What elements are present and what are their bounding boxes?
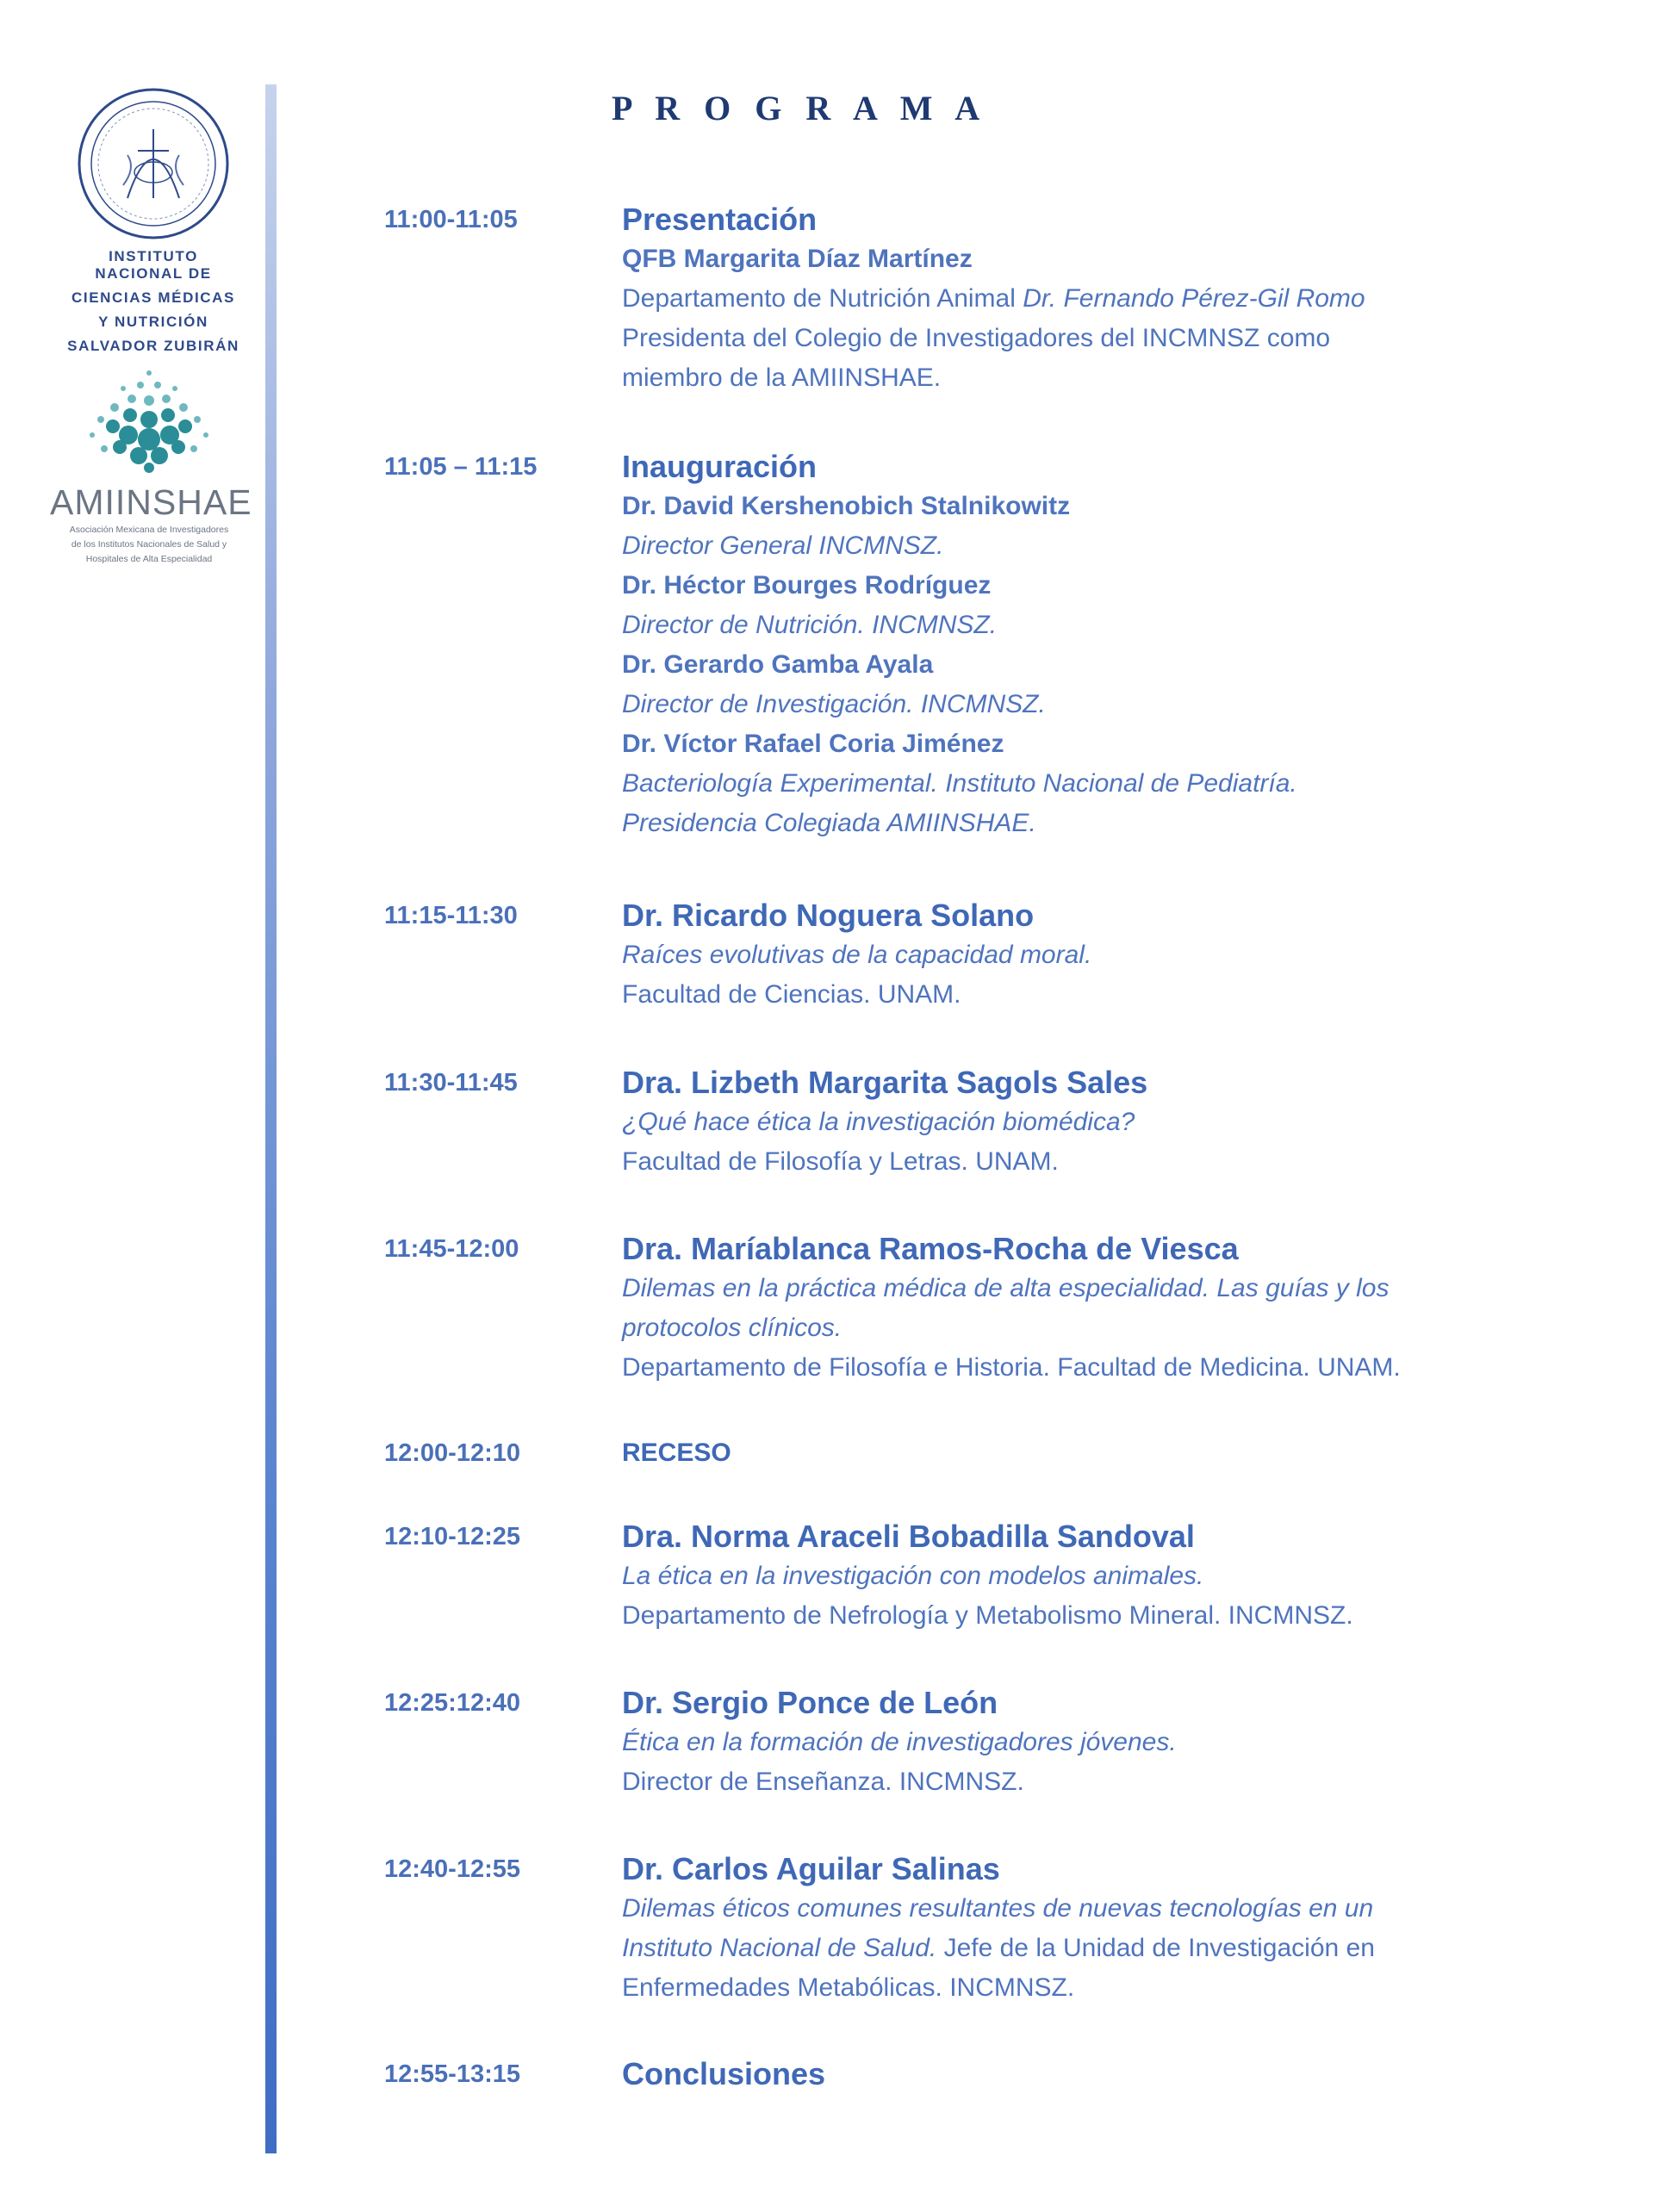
amiinshae-logo [50,366,252,565]
time-slot: 11:05 – 11:15 [384,453,538,481]
entry-heading: Dra. Maríablanca Ramos-Rocha de Viesca [622,1231,1239,1266]
speaker-name: Dr. Héctor Bourges Rodríguez [622,571,992,600]
amiinshae-subtitle-line: Asociación Mexicana de Investigadores [69,525,229,535]
affiliation: Departamento de Nefrología y Metabolismo Mineral. INCMNSZ. [622,1601,1353,1630]
vertical-divider [265,84,277,2153]
speaker-name: Dr. Víctor Rafael Coria Jiménez [622,730,1004,758]
entry-heading: Presentación [622,202,818,237]
recess-label: RECESO [622,1438,731,1467]
department-person: Dr. Fernando Pérez-Gil Romo [1023,284,1365,313]
speaker-role: Presidencia Colegiada AMIINSHAE. [622,809,1036,837]
talk-topic: Dilemas en la práctica médica de alta especialidad. Las guías y los [622,1274,1390,1302]
entry-heading: Inauguración [622,449,818,484]
amiinshae-name: AMIINSHAE [50,482,252,522]
entry-heading: Dr. Sergio Ponce de León [622,1685,998,1720]
talk-topic-italic: Instituto Nacional de Salud. [622,1934,937,1962]
affiliation: Director de Enseñanza. INCMNSZ. [622,1768,1024,1796]
role-text: Jefe de la Unidad de Investigación en [936,1934,1375,1962]
institute-name-line: Y NUTRICIÓN [98,314,208,330]
amiinshae-subtitle-line: de los Institutos Nacionales de Salud y [71,539,227,550]
time-slot: 12:25:12:40 [384,1689,520,1717]
affiliation: Facultad de Ciencias. UNAM. [622,980,961,1009]
entry-heading: Dr. Ricardo Noguera Solano [622,898,1035,933]
speaker-role: Director de Nutrición. INCMNSZ. [622,611,998,639]
role-line: Presidenta del Colegio de Investigadores del INCMNSZ como [622,324,1331,352]
institute-name-line: SALVADOR ZUBIRÁN [67,338,239,354]
affiliation: Departamento de Filosofía e Historia. Facultad de Medicina. UNAM. [622,1353,1401,1382]
speaker-role: Director de Investigación. INCMNSZ. [622,690,1046,718]
time-slot: 11:30-11:45 [384,1069,518,1097]
speaker-name: QFB Margarita Díaz Martínez [622,245,973,273]
department-line [622,279,1626,319]
department: Departamento de Nutrición Animal [622,284,1016,313]
time-slot: 12:00-12:10 [384,1439,520,1467]
institute-logo [67,86,239,355]
speaker-role: Director General INCMNSZ. [622,531,944,560]
time-slot: 12:40-12:55 [384,1855,520,1883]
time-slot: 12:10-12:25 [384,1523,520,1550]
amiinshae-subtitle-line: Hospitales de Alta Especialidad [85,554,213,564]
institute-seal-icon [76,86,231,241]
amiinshae-dots-icon [80,366,218,478]
speaker-name: Dr. David Kershenobich Stalnikowitz [622,492,1071,520]
affiliation: Facultad de Filosofía y Letras. UNAM. [622,1147,1059,1176]
entry-heading: Dra. Lizbeth Margarita Sagols Sales [622,1065,1148,1100]
time-slot: 11:15-11:30 [384,902,518,929]
talk-topic-line [622,1929,1626,1968]
talk-topic: Ética en la formación de investigadores jóvenes. [622,1728,1177,1756]
entry-heading: Conclusiones [622,2056,826,2091]
talk-topic: La ética en la investigación con modelos animales. [622,1562,1204,1590]
affiliation: Enfermedades Metabólicas. INCMNSZ. [622,1973,1075,2002]
talk-topic: Raíces evolutivas de la capacidad moral. [622,941,1092,969]
talk-topic: ¿Qué hace ética la investigación biomédica? [622,1108,1135,1136]
time-slot: 11:00-11:05 [384,206,518,233]
speaker-name: Dr. Gerardo Gamba Ayala [622,650,934,679]
page-title: P R O G R A M A [612,89,988,127]
role-line: miembro de la AMIINSHAE. [622,363,942,392]
speaker-role: Bacteriología Experimental. Instituto Nacional de Pediatría. [622,769,1297,798]
entry-heading: Dra. Norma Araceli Bobadilla Sandoval [622,1519,1195,1554]
entry-heading: Dr. Carlos Aguilar Salinas [622,1851,1000,1886]
talk-topic: protocolos clínicos. [622,1314,843,1342]
institute-name-line: CIENCIAS MÉDICAS [72,289,235,306]
time-slot: 12:55-13:15 [384,2060,520,2088]
talk-topic: Dilemas éticos comunes resultantes de nuevas tecnologías en un [622,1894,1374,1923]
time-slot: 11:45-12:00 [384,1235,519,1263]
institute-name-line: INSTITUTO NACIONAL DE [95,248,212,282]
